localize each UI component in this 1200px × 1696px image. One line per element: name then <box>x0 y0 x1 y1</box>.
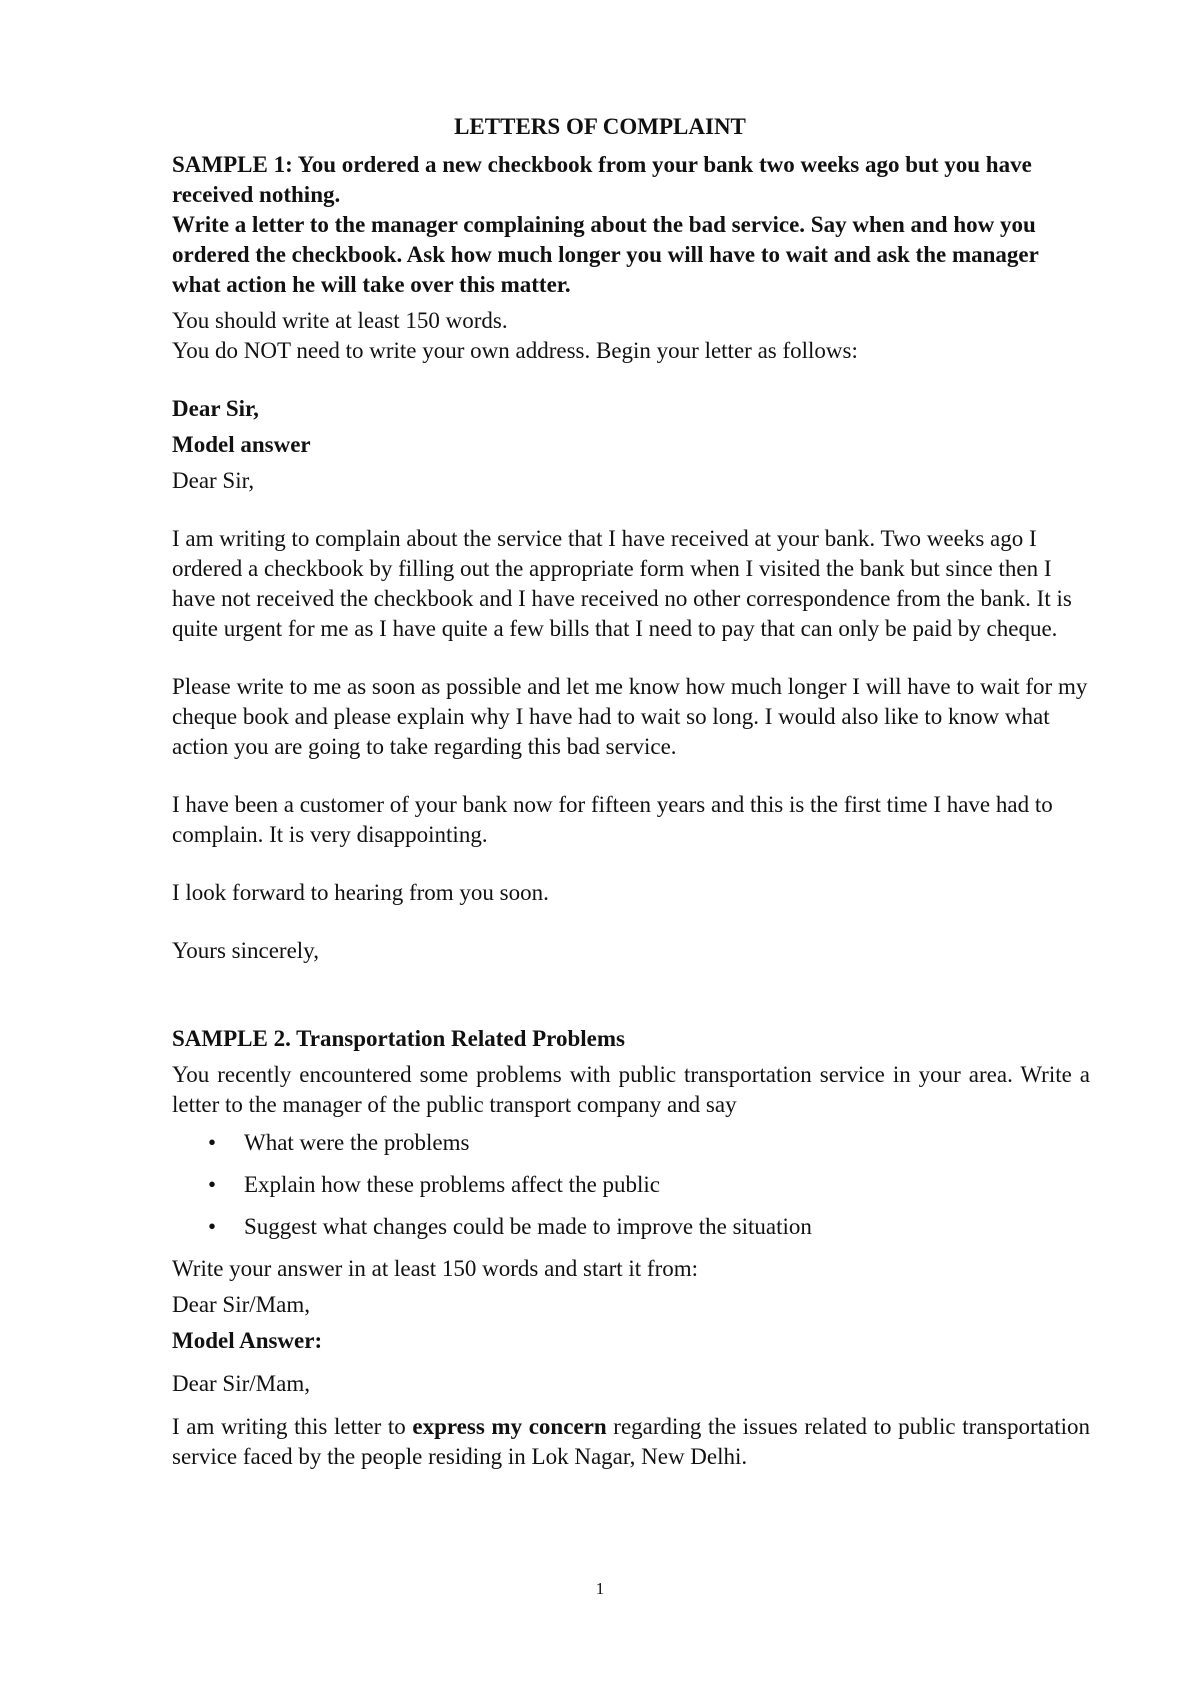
sample2-salutation-prompt: Dear Sir/Mam, <box>172 1292 310 1317</box>
sample2-heading: SAMPLE 2. Transportation Related Problems <box>172 1026 625 1051</box>
list-item <box>172 1170 1090 1200</box>
bullet-icon: • <box>208 1172 217 1197</box>
sample1-model-heading: Model answer <box>172 432 311 457</box>
sample1-paragraph-4: I look forward to hearing from you soon. <box>172 880 549 905</box>
sample1-prompt-line1: SAMPLE 1: You ordered a new checkbook from your bank two weeks ago but you have received nothing. <box>172 152 1032 207</box>
paragraph-text: I am writing this letter to <box>172 1414 413 1439</box>
sample2-first-paragraph <box>172 1412 1090 1472</box>
sample1-instruction2: You do NOT need to write your own address. Begin your letter as follows: <box>172 338 858 363</box>
sample2-instruction: Write your answer in at least 150 words and start it from: <box>172 1256 699 1281</box>
sample1-letter-salutation: Dear Sir, <box>172 468 255 493</box>
list-item <box>172 1212 1090 1242</box>
sample1-paragraph-3: I have been a customer of your bank now for fifteen years and this is the first time I have had to complain. It is very disappointing. <box>172 792 1053 847</box>
sample1-prompt-line2: Write a letter to the manager complaining about the bad service. Say when and how you ordered the checkbook. Ask how much longer you will have to wait and ask the manager what action he will take over this matter. <box>172 212 1039 297</box>
sample2-model-heading: Model Answer: <box>172 1328 323 1353</box>
sample1-salutation-prompt: Dear Sir, <box>172 396 259 421</box>
sample1-paragraph-1: I am writing to complain about the service that I have received at your bank. Two weeks ago I ordered a checkbook by filling out the appropriate form when I visited the bank but since then I have not received the checkbook and I have received no other correspondence from the bank. It is quite urgent for me as I have quite a few bills that I need to pay that can only be paid by cheque. <box>172 526 1072 641</box>
sample1-paragraph-2: Please write to me as soon as possible and let me know how much longer I will have to wait for my cheque book and please explain why I have had to wait so long. I would also like to know what action you are going to take regarding this bad service. <box>172 674 1088 759</box>
sample2-intro: You recently encountered some problems with public transportation service in your area. Write a letter to the manager of the public transport company and say <box>172 1062 1090 1117</box>
emphasis-text: express my concern <box>412 1414 607 1439</box>
bullet-icon: • <box>208 1130 217 1155</box>
sample1-instruction1: You should write at least 150 words. <box>172 308 508 333</box>
sample1-closing: Yours sincerely, <box>172 938 319 963</box>
sample2-bullet-list <box>172 1128 1090 1242</box>
paragraph-text: regarding the issues related to public transportation service faced by the people residing in Lok Nagar, New Delhi. <box>172 1414 1090 1469</box>
list-item <box>172 1128 1090 1158</box>
page-number: 1 <box>595 1579 605 1598</box>
bullet-icon: • <box>208 1214 217 1239</box>
bullet-text: Explain how these problems affect the public <box>244 1172 661 1197</box>
bullet-text: Suggest what changes could be made to improve the situation <box>244 1214 812 1239</box>
page-title: LETTERS OF COMPLAINT <box>454 114 746 139</box>
bullet-text: What were the problems <box>244 1130 470 1155</box>
sample2-letter-salutation: Dear Sir/Mam, <box>172 1371 310 1396</box>
